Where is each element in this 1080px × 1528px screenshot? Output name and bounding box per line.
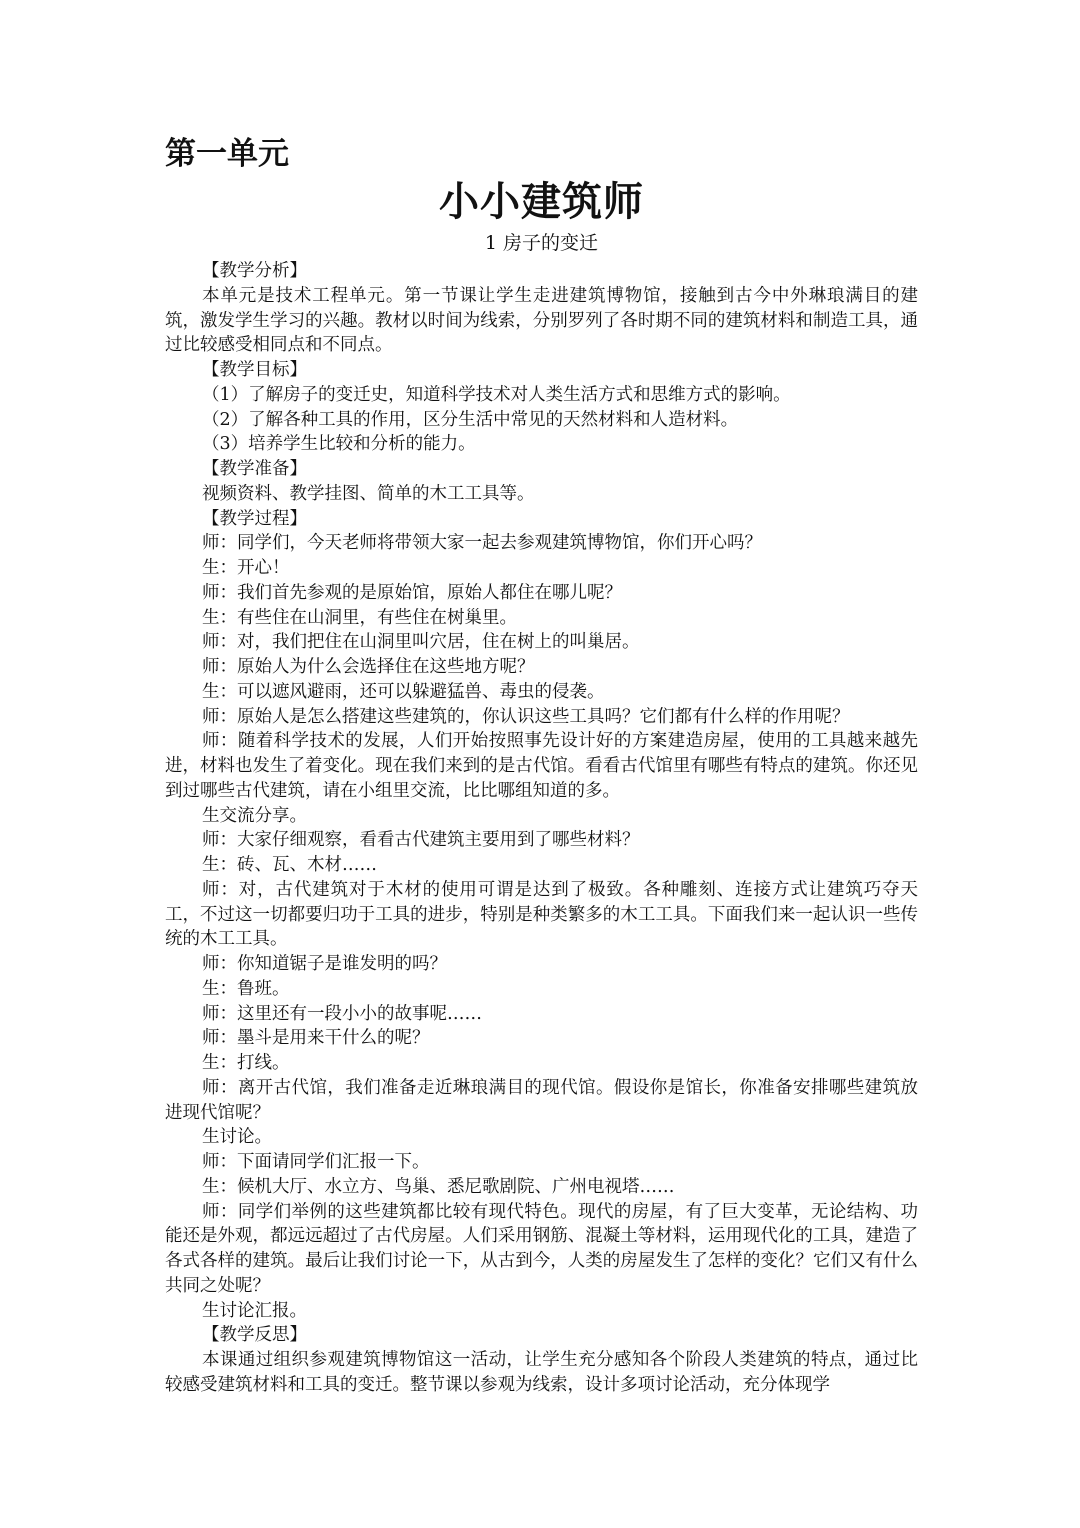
paragraph: 师：原始人为什么会选择住在这些地方呢？ bbox=[202, 657, 535, 677]
paragraph: 师：墨斗是用来干什么的呢？ bbox=[202, 1028, 430, 1049]
paragraph: 生：开心！ bbox=[202, 558, 290, 578]
paragraph: 生：鲁班。 bbox=[202, 978, 290, 999]
paragraph: 生讨论汇报。 bbox=[202, 1300, 307, 1321]
paragraph: 生：候机大厅、水立方、鸟巢、悉尼歌剧院、广州电视塔…… bbox=[202, 1176, 675, 1197]
paragraph: 生：砖、瓦、木材…… bbox=[202, 855, 377, 875]
paragraph: 师：同学们，今天老师将带领大家一起去参观建筑博物馆，你们开心吗？ bbox=[202, 533, 762, 554]
section-heading: 【教学过程】 bbox=[202, 508, 307, 529]
lesson-subtitle: 1 房子的变迁 bbox=[484, 232, 599, 254]
paragraph: 师：同学们举例的这些建筑都比较有现代特色。现代的房屋，有了巨大变革，无论结构、功能还是外观，都远远超过了古代房屋。人们采用钢筋、混凝土等材料，运用现代化的工具，建造了各式各样的建筑。最后让我们讨论一下，从古到今，人类的房屋发生了怎样的变化？它们又有什么共同之处呢？ bbox=[165, 1201, 918, 1296]
paragraph: 生交流分享。 bbox=[202, 805, 307, 826]
paragraph: 生：有些住在山洞里，有些住在树巢里。 bbox=[202, 607, 517, 628]
document-body bbox=[165, 134, 918, 1398]
paragraph: 师：对，我们把住在山洞里叫穴居，住在树上的叫巢居。 bbox=[202, 632, 640, 653]
paragraph: 师：离开古代馆，我们准备走近琳琅满目的现代馆。假设你是馆长，你准备安排哪些建筑放进现代馆呢？ bbox=[165, 1077, 918, 1123]
lesson-title: 小小建筑师 bbox=[439, 179, 644, 225]
section-heading: 【教学准备】 bbox=[202, 459, 307, 479]
paragraph: 本课通过组织参观建筑博物馆这一活动，让学生充分感知各个阶段人类建筑的特点，通过比较感受建筑材料和工具的变迁。整节课以参观为线索，设计多项讨论活动，充分体现学 bbox=[165, 1350, 918, 1395]
paragraph: 生：打线。 bbox=[202, 1053, 290, 1073]
section-heading: 【教学分析】 bbox=[202, 261, 307, 281]
section-heading: 【教学反思】 bbox=[202, 1325, 307, 1346]
section-heading: 【教学目标】 bbox=[202, 360, 307, 380]
paragraph: （1）了解房子的变迁史，知道科学技术对人类生活方式和思维方式的影响。 bbox=[202, 384, 791, 405]
paragraph: 师：对，古代建筑对于木材的使用可谓是达到了极致。各种雕刻、连接方式让建筑巧夺天工，不过这一切都要归功于工具的进步，特别是种类繁多的木工工具。下面我们来一起认识一些传统的木工工具。 bbox=[165, 879, 918, 950]
paragraph: 生：可以遮风避雨，还可以躲避猛兽、毒虫的侵袭。 bbox=[202, 681, 605, 702]
paragraph: （2）了解各种工具的作用，区分生活中常见的天然材料和人造材料。 bbox=[202, 409, 739, 430]
paragraph: 师：我们首先参观的是原始馆，原始人都住在哪儿呢？ bbox=[202, 582, 622, 603]
paragraph: 师：原始人是怎么搭建这些建筑的，你认识这些工具吗？它们都有什么样的作用呢？ bbox=[202, 706, 850, 727]
paragraph: 本单元是技术工程单元。第一节课让学生走进建筑博物馆，接触到古今中外琳琅满目的建筑，激发学生学习的兴趣。教材以时间为线索，分别罗列了各时期不同的建筑材料和制造工具，通过比较感受相同点和不同点。 bbox=[165, 285, 918, 356]
paragraph: 师：下面请同学们汇报一下。 bbox=[202, 1152, 430, 1172]
paragraph: 师：随着科学技术的发展，人们开始按照事先设计好的方案建造房屋，使用的工具越来越先进，材料也发生了着变化。现在我们来到的是古代馆。看看古代馆里有哪些有特点的建筑。你还见到过哪些古代建筑，请在小组里交流，比比哪组知道的多。 bbox=[165, 731, 918, 801]
paragraph: 师：大家仔细观察，看看古代建筑主要用到了哪些材料？ bbox=[202, 830, 640, 851]
paragraph: 生讨论。 bbox=[202, 1127, 272, 1148]
paragraph: （3）培养学生比较和分析的能力。 bbox=[202, 434, 476, 455]
paragraph-list bbox=[165, 259, 918, 1398]
unit-label: 第一单元 bbox=[165, 136, 289, 172]
paragraph: 师：你知道锯子是谁发明的吗？ bbox=[202, 954, 447, 974]
paragraph: 师：这里还有一段小小的故事呢…… bbox=[202, 1003, 482, 1024]
paragraph: 视频资料、教学挂图、简单的木工工具等。 bbox=[202, 483, 535, 504]
